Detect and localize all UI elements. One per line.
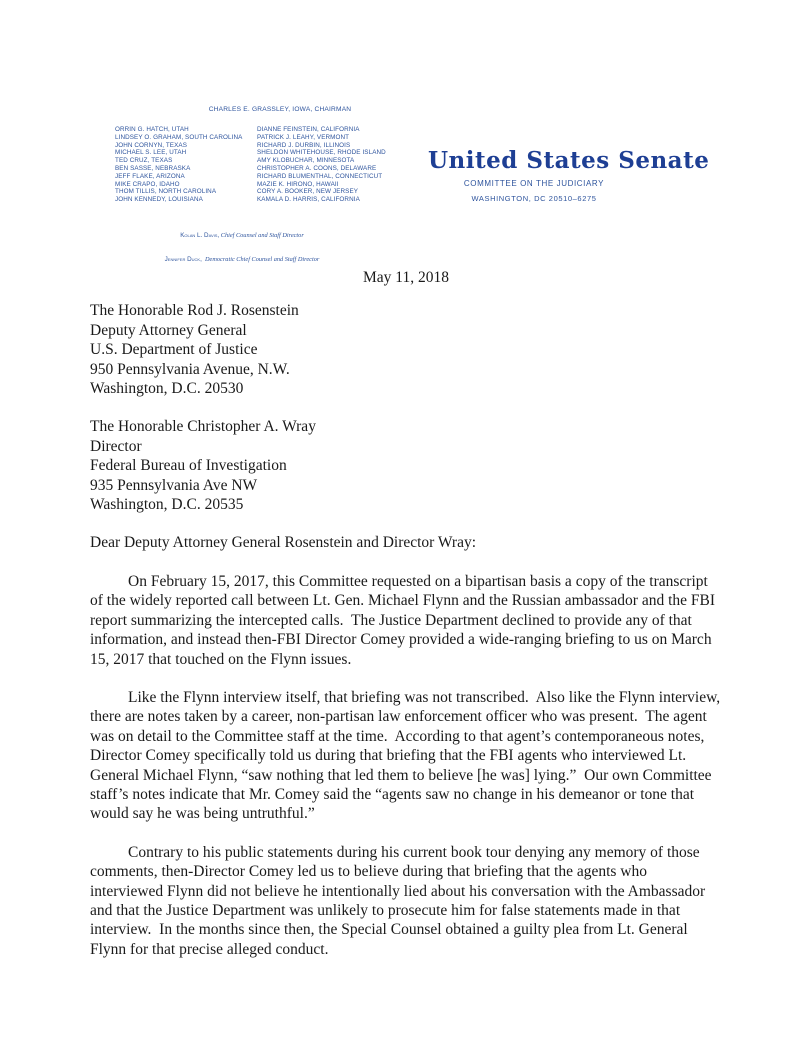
recipient-block-wray bbox=[90, 417, 722, 514]
members-list-majority bbox=[115, 126, 242, 204]
body-paragraph-3: Contrary to his public statements during his current book tour denying any memory of those comments, then-Director Comey led us to believe during that briefing that the agents who interviewed Flynn did not believe he intentionally lied about his conversation with the Ambassador and that the Justice Department was unlikely to prosecute him for false statements made in that interview. In the months since then, the Special Counsel obtained a guilty plea from Lt. General Flynn for that precise alleged conduct. bbox=[90, 843, 710, 958]
member-name: CORY A. BOOKER, NEW JERSEY bbox=[257, 188, 359, 196]
member-name: BEN SASSE, NEBRASKA bbox=[115, 164, 191, 172]
senate-wordmark: United States Senate bbox=[428, 147, 710, 174]
recipient-line: Washington, D.C. 20530 bbox=[90, 380, 244, 398]
member-name: JOHN KENNEDY, LOUISIANA bbox=[115, 196, 203, 204]
member-name: PATRICK J. LEAHY, VERMONT bbox=[257, 133, 350, 141]
recipient-line: U.S. Department of Justice bbox=[90, 341, 258, 359]
recipient-line: Deputy Attorney General bbox=[90, 321, 247, 339]
recipient-line: 950 Pennsylvania Avenue, N.W. bbox=[90, 360, 290, 378]
staff-director-line bbox=[92, 256, 392, 264]
member-name: SHELDON WHITEHOUSE, RHODE ISLAND bbox=[257, 149, 386, 157]
member-name: JOHN CORNYN, TEXAS bbox=[115, 141, 188, 149]
staff-director-line bbox=[92, 232, 392, 240]
member-name: MICHAEL S. LEE, UTAH bbox=[115, 149, 187, 157]
recipient-line: The Honorable Rod J. Rosenstein bbox=[90, 302, 299, 320]
member-name: DIANNE FEINSTEIN, CALIFORNIA bbox=[257, 126, 360, 133]
member-name: CHRISTOPHER A. COONS, DELAWARE bbox=[257, 164, 377, 172]
member-name: TED CRUZ, TEXAS bbox=[115, 157, 173, 165]
member-name: RICHARD BLUMENTHAL, CONNECTICUT bbox=[257, 172, 383, 180]
recipient-block-rosenstein bbox=[90, 301, 722, 398]
staff-director-name: Kolan L. Davis, bbox=[180, 232, 220, 239]
staff-director-name: Jennifer Duck, bbox=[164, 256, 202, 263]
member-name: RICHARD J. DURBIN, ILLINOIS bbox=[257, 141, 351, 149]
member-name: KAMALA D. HARRIS, CALIFORNIA bbox=[257, 196, 360, 204]
senate-seal-block bbox=[428, 147, 710, 203]
staff-director-title: Chief Counsel and Staff Director bbox=[219, 232, 304, 239]
recipient-line: Federal Bureau of Investigation bbox=[90, 457, 287, 475]
recipient-line: The Honorable Christopher A. Wray bbox=[90, 418, 316, 436]
member-name: JEFF FLAKE, ARIZONA bbox=[115, 172, 185, 180]
member-name: MAZIE K. HIRONO, HAWAII bbox=[257, 180, 339, 188]
chairman-line: CHARLES E. GRASSLEY, IOWA, CHAIRMAN bbox=[208, 106, 352, 113]
senate-letterhead bbox=[0, 0, 812, 263]
member-name: ORRIN G. HATCH, UTAH bbox=[115, 126, 189, 133]
recipient-line: 935 Pennsylvania Ave NW bbox=[90, 476, 258, 494]
member-name: THOM TILLIS, NORTH CAROLINA bbox=[115, 188, 217, 196]
recipient-line: Director bbox=[90, 437, 142, 455]
date-line: May 11, 2018 bbox=[363, 269, 449, 286]
letter-body bbox=[90, 268, 725, 978]
committee-address: WASHINGTON, DC 20510–6275 bbox=[471, 194, 597, 203]
body-paragraph-1: On February 15, 2017, this Committee requested on a bipartisan basis a copy of the transcript of the widely reported call between Lt. Gen. Michael Flynn and the Russian ambassador and the FBI report summarizing the intercepted calls. The Justice Department declined to provide any of that information, and instead then-FBI Director Comey provided a wide-ranging briefing to us on March 15, 2017 that touched on the Flynn issues. bbox=[90, 572, 719, 668]
salutation: Dear Deputy Attorney General Rosenstein and Director Wray: bbox=[90, 534, 477, 552]
member-name: LINDSEY O. GRAHAM, SOUTH CAROLINA bbox=[115, 133, 243, 141]
member-name: AMY KLOBUCHAR, MINNESOTA bbox=[257, 157, 355, 165]
committee-name: COMMITTEE ON THE JUDICIARY bbox=[463, 179, 605, 188]
member-name: MIKE CRAPO, IDAHO bbox=[115, 180, 180, 188]
recipient-line: Washington, D.C. 20535 bbox=[90, 496, 244, 514]
members-list-minority bbox=[257, 126, 386, 204]
staff-director-title: Democratic Chief Counsel and Staff Director bbox=[201, 256, 320, 263]
body-paragraph-2: Like the Flynn interview itself, that briefing was not transcribed. Also like the Flynn interview, there are notes taken by a career, non-partisan law enforcement officer who was present. The agent was on detail to the Committee staff at the time. According to that agent’s contemporaneous notes, Director Comey specifically told us during that briefing that the FBI agents who interviewed Lt. General Michael Flynn, “saw nothing that led them to believe [he was] lying.” Our own Committee staff’s notes indicate that Mr. Comey said the “agents saw no change in his demeanor or tone that would say he was being untruthful.” bbox=[90, 688, 725, 823]
